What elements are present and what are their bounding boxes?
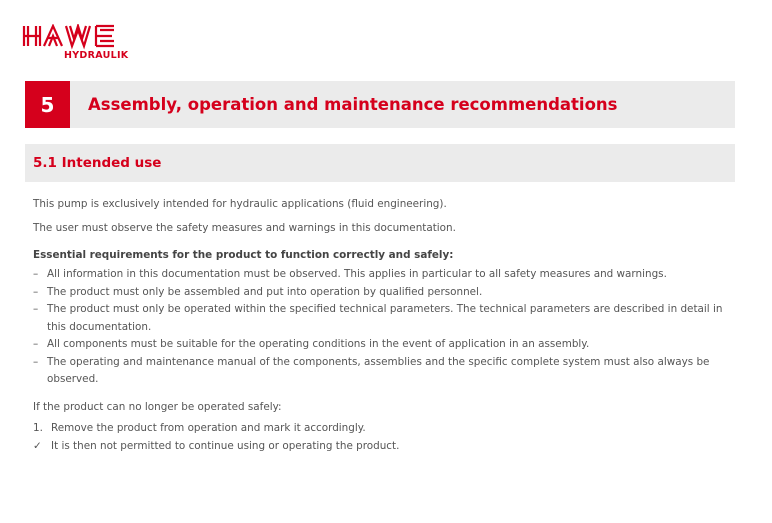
list-dash: – — [33, 338, 39, 350]
chapter-title: Assembly, operation and maintenance recommendations — [88, 95, 618, 114]
list-item-text: All information in this documentation must be observed. This applies in particular to all safety measures and warnings. — [47, 268, 667, 280]
chapter-header — [25, 81, 735, 128]
safety-note-paragraph: The user must observe the safety measures and warnings in this documentation. — [33, 222, 456, 234]
hawe-logo-mark — [22, 24, 134, 50]
list-dash: – — [33, 355, 39, 368]
list-item — [33, 354, 737, 389]
list-item — [33, 266, 737, 284]
unsafe-operation-paragraph: If the product can no longer be operated safely: — [33, 401, 282, 413]
section-header — [25, 144, 735, 182]
checkmark-icon: ✓ — [33, 440, 42, 452]
list-item — [33, 336, 737, 354]
hawe-logo — [22, 24, 134, 62]
result-item — [33, 437, 737, 455]
result-text: It is then not permitted to continue using or operating the product. — [51, 440, 400, 452]
list-item-text: The operating and maintenance manual of the components, assemblies and the specific complete system must also always be observed. — [47, 355, 710, 385]
list-dash: – — [33, 285, 39, 298]
intro-paragraph: This pump is exclusively intended for hydraulic applications (fluid engineering). — [33, 198, 447, 210]
list-item — [33, 284, 737, 302]
list-item — [33, 301, 737, 336]
steps-list — [33, 419, 737, 455]
step-number: 1. — [33, 422, 43, 434]
step-text: Remove the product from operation and mark it accordingly. — [51, 422, 366, 434]
list-dash: – — [33, 268, 39, 280]
chapter-number: 5 — [25, 81, 70, 128]
step-item — [33, 419, 737, 437]
list-dash: – — [33, 303, 39, 315]
list-item-text: All components must be suitable for the operating conditions in the event of application in an assembly. — [47, 338, 590, 350]
section-title: 5.1 Intended use — [33, 155, 162, 171]
list-item-text: The product must only be assembled and put into operation by qualified personnel. — [47, 285, 483, 298]
list-item-text: The product must only be operated within the specified technical parameters. The technical parameters are described in detail in this documentation. — [47, 303, 723, 333]
logo-subtitle: HYDRAULIK — [64, 50, 129, 61]
requirements-heading: Essential requirements for the product to function correctly and safely: — [33, 249, 454, 261]
requirements-list — [33, 266, 737, 389]
